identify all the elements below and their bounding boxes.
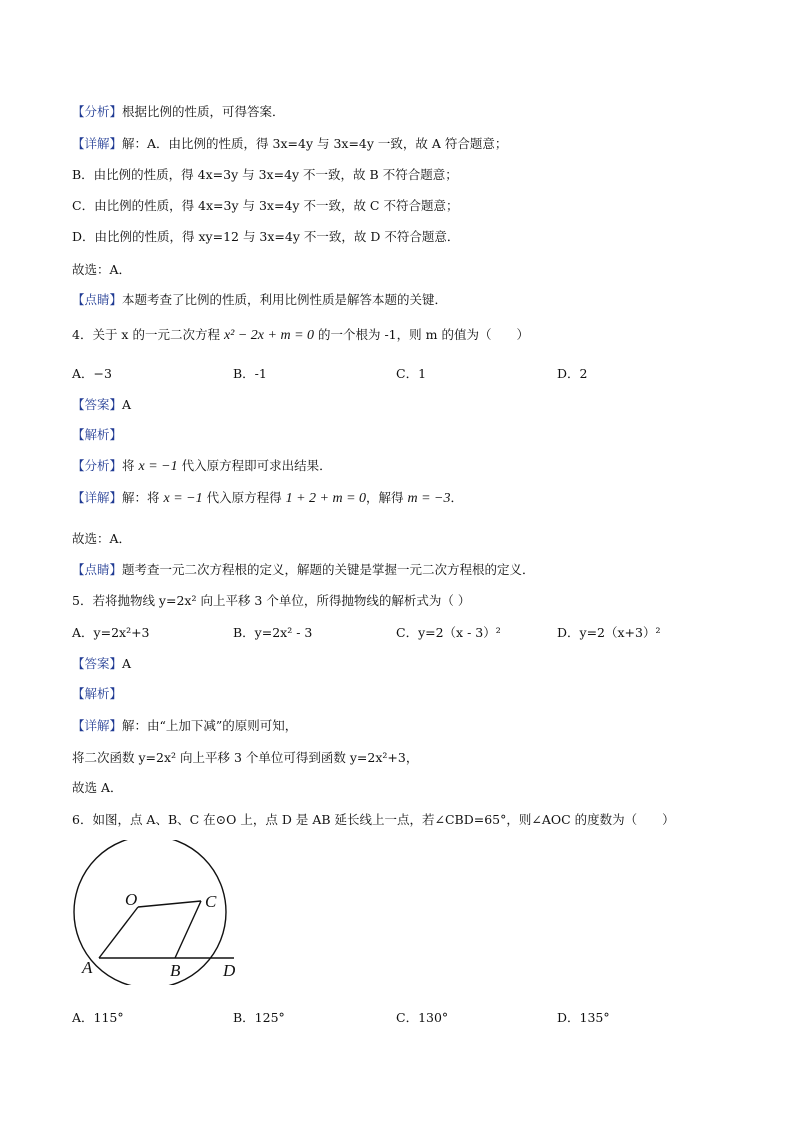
analysis-line: 【分析】根据比例的性质，可得答案． <box>72 104 285 119</box>
q4-answer: 【答案】A <box>72 397 132 412</box>
q4-analysis-heading: 【解析】 <box>72 427 123 442</box>
q5-option-b: B．y=2x² - 3 <box>233 625 313 640</box>
q6-option-a: A．115° <box>72 1010 124 1025</box>
label-d: D <box>223 961 236 980</box>
q4-option-a: A．−3 <box>72 366 112 381</box>
q5-stem: 5．若将抛物线 y=2x² 向上平移 3 个单位，所得抛物线的解析式为（ ） <box>72 593 471 608</box>
label-c: C <box>205 892 217 911</box>
detail-line: 【详解】解：A．由比例的性质，得 3x=4y 与 3x=4y 一致，故 A 符合题意； <box>72 136 508 151</box>
segment-oc <box>138 901 201 907</box>
q4-option-b: B．-1 <box>233 366 267 381</box>
detail-line-d: D．由比例的性质，得 xy=12 与 3x=4y 不一致，故 D 不符合题意． <box>72 229 460 244</box>
comment-line: 【点睛】本题考查了比例的性质，利用比例性质是解答本题的关键． <box>72 292 448 307</box>
label-o: O <box>125 890 138 909</box>
label-b: B <box>170 961 181 980</box>
q6-option-d: D．135° <box>557 1010 610 1025</box>
q4-option-d: D．2 <box>557 366 588 381</box>
q6-option-c: C．130° <box>396 1010 449 1025</box>
segment-cb <box>175 901 201 958</box>
q4-detail: 【详解】解：将 x = −1 代入原方程得 1 + 2 + m = 0，解得 m = −3． <box>72 490 464 506</box>
q4-option-c: C．1 <box>396 366 427 381</box>
label-a: A <box>82 958 93 977</box>
circle-geometry-figure <box>68 840 248 985</box>
segment-oa <box>99 907 138 958</box>
q6-stem: 6．如图，点 A、B、C 在⊙O 上，点 D 是 AB 延长线上一点，若∠CBD=65°，则∠AOC 的度数为（ ） <box>72 812 675 827</box>
q4-analysis: 【分析】将 x = −1 代入原方程即可求出结果． <box>72 458 332 474</box>
q5-option-a: A．y=2x²+3 <box>72 625 150 640</box>
detail-line-b: B．由比例的性质，得 4x=3y 与 3x=4y 不一致，故 B 不符合题意； <box>72 167 458 182</box>
q6-option-b: B．125° <box>233 1010 285 1025</box>
q5-detail: 【详解】解：由“上加下减”的原则可知， <box>72 718 298 733</box>
q5-answer: 【答案】A <box>72 656 132 671</box>
circle-o <box>74 840 226 985</box>
q4-comment: 【点睛】题考查一元二次方程根的定义，解题的关键是掌握一元二次方程根的定义． <box>72 562 535 577</box>
q4-stem: 4．关于 x 的一元二次方程 x² − 2x + m = 0 的一个根为 -1，则 m 的值为（ ） <box>72 327 529 343</box>
q5-choose: 故选 A． <box>72 780 123 795</box>
q5-detail-line2: 将二次函数 y=2x² 向上平移 3 个单位可得到函数 y=2x²+3， <box>72 750 419 765</box>
q5-option-d: D．y=2（x+3）² <box>557 625 661 640</box>
q5-analysis-heading: 【解析】 <box>72 686 123 701</box>
q4-choose: 故选：A． <box>72 531 132 546</box>
detail-line-c: C．由比例的性质，得 4x=3y 与 3x=4y 不一致，故 C 不符合题意； <box>72 198 459 213</box>
choose-line: 故选：A． <box>72 262 132 277</box>
q5-option-c: C．y=2（x - 3）² <box>396 625 501 640</box>
